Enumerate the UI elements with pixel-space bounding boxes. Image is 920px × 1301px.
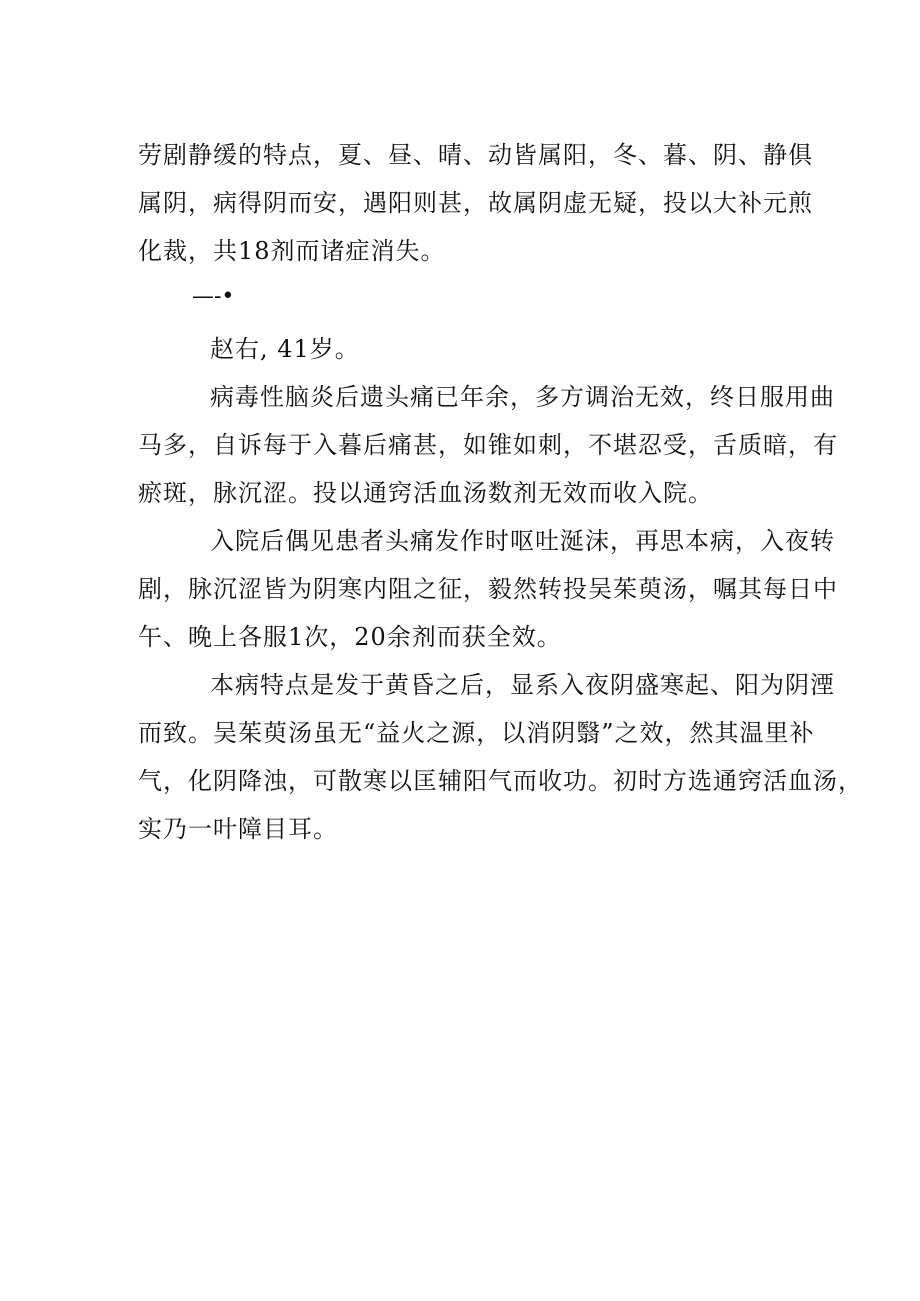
text-line: 而致。吴茱萸汤虽无“益火之源，以消阴翳”之效，然其温里补 [138,719,815,747]
section-separator: —-• [192,284,235,309]
text-line: 实乃一叶障目耳。 [138,815,338,843]
text-line: 午、晚上各服1次，20余剂而获全效。 [138,623,562,651]
text-line: 病毒性脑炎后遗头痛已年余，多方调治无效，终日服用曲 [210,383,835,411]
text-line: 剧，脉沉涩皆为阴寒内阻之征，毅然转投吴茱萸汤，嘱其每日中 [138,575,838,603]
text-line: 瘀斑，脉沉涩。投以通窍活血汤数剂无效而收入院。 [138,479,713,507]
text-line: 入院后偶见患者头痛发作时呕吐涎沫，再思本病，入夜转 [210,527,835,555]
text-line: 化裁，共18剂而诸症消失。 [138,237,446,265]
text-line: 气，化阴降浊，可散寒以匡辅阳气而收功。初时方选通窍活血汤， [138,767,863,795]
text-line: 本病特点是发于黄昏之后，显系入夜阴盛寒起、阳为阴湮 [210,671,835,699]
text-line: 马多，自诉每于入暮后痛甚，如锥如刺，不堪忍受，舌质暗，有 [138,431,838,459]
text-line: 劳剧静缓的特点，夏、昼、晴、动皆属阳，冬、暮、阴、静俱 [138,141,813,169]
patient-info: 赵右, 41岁。 [210,335,360,363]
text-line: 属阴，病得阴而安，遇阳则甚，故属阴虚无疑，投以大补元煎 [138,189,813,217]
